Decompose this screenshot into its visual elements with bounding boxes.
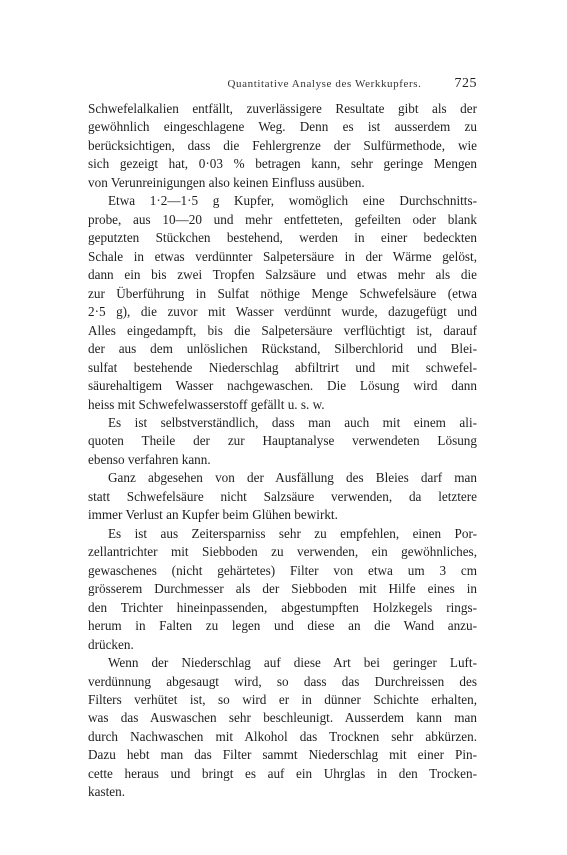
text-line: grösserem Durchmesser als der Siebboden mit Hilfe eines in [88, 581, 477, 597]
text-line: zellantrichter mit Siebboden zu verwenden, ein gewöhnliches, [88, 544, 477, 560]
text-line: Alles eingedampft, bis die Salpetersäure verflüchtigt ist, darauf [88, 322, 477, 338]
text-line: durch Nachwaschen mit Alkohol das Trocknen sehr abkürzen. [88, 728, 477, 744]
text-line: cette heraus und bringt es auf ein Uhrglas in den Trocken- [88, 765, 477, 781]
text-line: gewöhnlich eingeschlagene Weg. Denn es ist ausserdem zu [88, 119, 477, 135]
text-line: was das Auswaschen sehr beschleunigt. Ausserdem kann man [88, 710, 477, 726]
text-line: sich gezeigt hat, 0·03 % betragen kann, sehr geringe Mengen [88, 156, 477, 172]
text-line: herum in Falten zu legen und diese an die Wand anzu- [88, 618, 477, 634]
text-line: Es ist selbstverständlich, dass man auch mit einem ali- [108, 414, 477, 430]
text-line: verdünnung abgesaugt wird, so dass das Durchreissen des [88, 673, 477, 689]
page-number: 725 [454, 76, 477, 91]
text-line: der aus dem unlöslichen Rückstand, Silberchlorid und Blei- [88, 341, 477, 357]
text-line: Ganz abgesehen von der Ausfällung des Bleies darf man [108, 470, 477, 486]
text-line: statt Schwefelsäure nicht Salzsäure verwenden, da letztere [88, 488, 477, 504]
text-line: Dazu hebt man das Filter sammt Niederschlag mit einer Pin- [88, 747, 477, 763]
running-head [88, 78, 477, 96]
text-line: ebenso verfahren kann. [88, 451, 211, 467]
text-line: probe, aus 10—20 und mehr entfetteten, gefeilten oder blank [88, 211, 477, 227]
text-line: säurehaltigem Wasser nachgewaschen. Die Lösung wird dann [88, 378, 477, 394]
text-line: Schwefelalkalien entfällt, zuverlässigere Resultate gibt als der [88, 101, 477, 116]
text-line: Filters verhütet ist, so wird er in dünner Schichte erhalten, [88, 692, 477, 707]
text-line: quoten Theile der zur Hauptanalyse verwendeten Lösung [88, 433, 477, 449]
body-text [88, 100, 477, 802]
text-line: Schale in etwas verdünnter Salpetersäure in der Wärme gelöst, [88, 248, 477, 264]
text-line: von Verunreinigungen also keinen Einfluss ausüben. [88, 174, 365, 190]
text-line: gewaschenes (nicht gehärtetes) Filter von etwa um 3 cm [88, 562, 477, 578]
text-line: Es ist aus Zeitersparniss sehr zu empfehlen, einen Por- [108, 525, 477, 541]
text-line: drücken. [88, 636, 134, 652]
text-line: Etwa 1·2—1·5 g Kupfer, womöglich eine Durchschnitts- [108, 193, 477, 209]
text-line: zur Überführung in Sulfat nöthige Menge Schwefelsäure (etwa [88, 285, 477, 301]
text-line: den Trichter hineinpassenden, abgestumpften Holzkegels rings- [88, 599, 477, 615]
text-line: kasten. [88, 784, 125, 800]
text-line: heiss mit Schwefelwasserstoff gefällt u. s. w. [88, 396, 325, 412]
text-line: geputzten Stückchen bestehend, werden in einer bedeckten [88, 230, 477, 246]
text-line: Wenn der Niederschlag auf diese Art bei geringer Luft- [108, 655, 477, 671]
text-line: immer Verlust an Kupfer beim Glühen bewirkt. [88, 507, 338, 523]
text-line: 2·5 g), die zuvor mit Wasser verdünnt wurde, dazugefügt und [88, 304, 477, 320]
text-line: berücksichtigen, dass die Fehlergrenze der Sulfürmethode, wie [88, 137, 477, 153]
text-line: sulfat bestehende Niederschlag abfiltrirt und mit schwefel- [88, 359, 477, 375]
header-title: Quantitative Analyse des Werkkupfers. [227, 78, 422, 90]
text-line: dann ein bis zwei Tropfen Salzsäure und etwas mehr als die [88, 267, 477, 283]
